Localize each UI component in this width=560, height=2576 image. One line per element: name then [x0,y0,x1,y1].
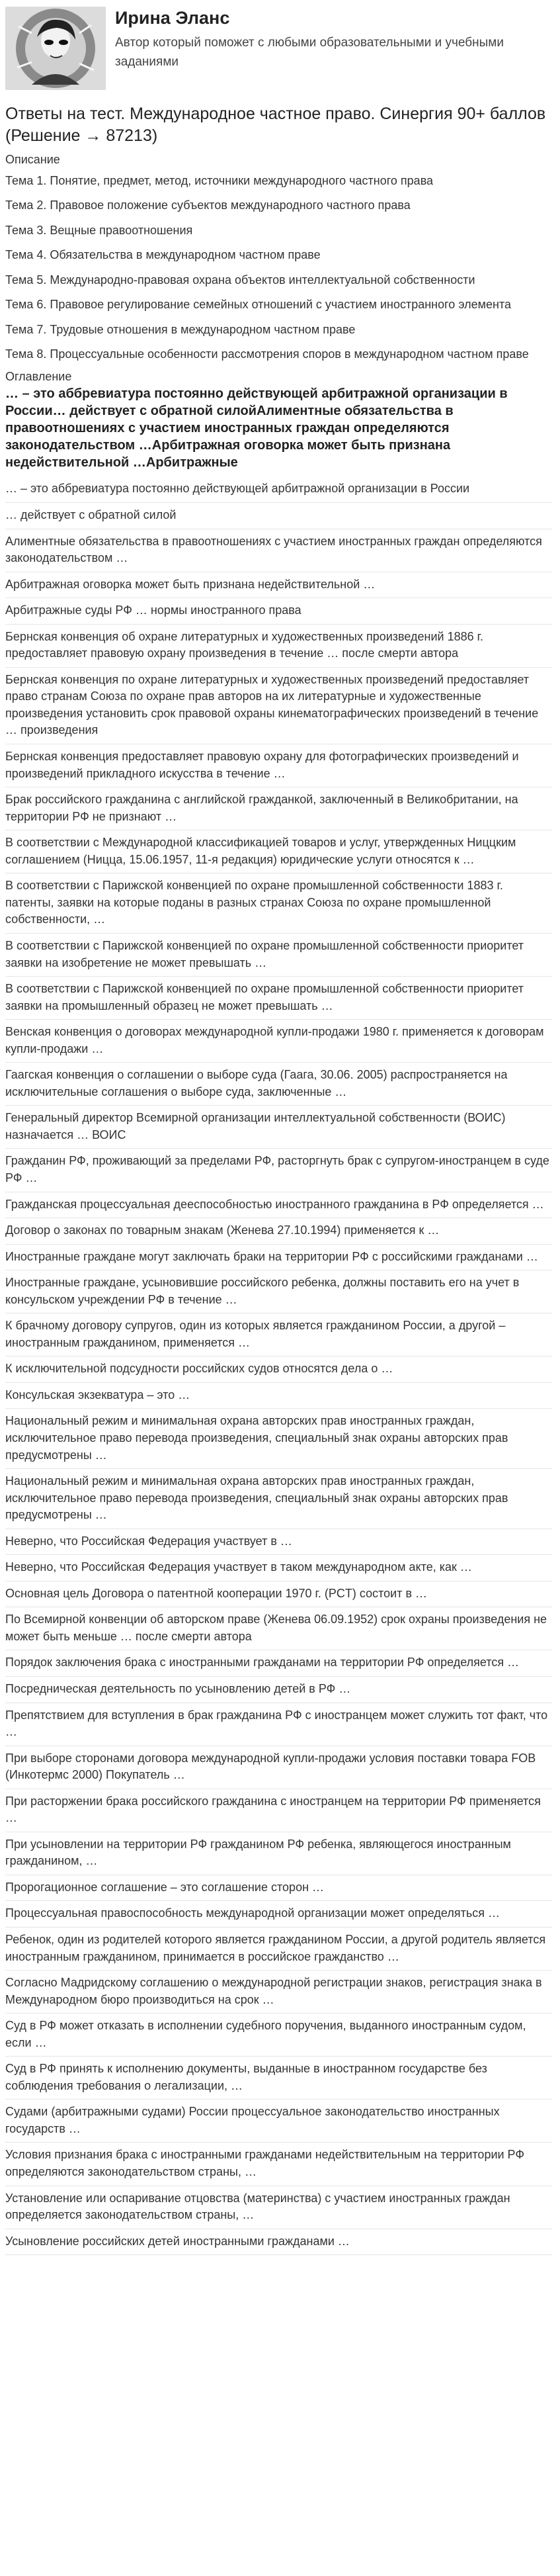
question-item[interactable]: Суд в РФ может отказать в исполнении судебного поручения, выданного иностранным судом, если … [5,2014,552,2057]
question-item[interactable]: Препятствием для вступления в брак гражданина РФ с иностранцем может служить тот факт, что … [5,1703,552,1746]
question-item[interactable]: Национальный режим и минимальная охрана авторских прав иностранных граждан, исключительное право перевода произведения, специальный знак охраны авторских прав предусмотрены … [5,1409,552,1469]
topic-item: Тема 6. Правовое регулирование семейных отношений с участием иностранного элемента [5,298,511,312]
topic-item: Тема 5. Международно-правовая охрана объектов интеллектуальной собственности [5,273,475,287]
question-item[interactable]: Консульская экзекватура – это … [5,1383,552,1409]
question-item[interactable]: Брак российского гражданина с английской гражданкой, заключенный в Великобритании, на территории РФ не признают … [5,787,552,830]
question-item[interactable]: Бернская конвенция по охране литературных и художественных произведений предоставляет право странам Союза по охране прав авторов на их литературные и художественные произведения установить срок правовой охраны кинематографических произведений в течение … произведения [5,668,552,744]
question-item[interactable]: Договор о законах по товарным знакам (Женева 27.10.1994) применяется к … [5,1218,552,1245]
question-item[interactable]: Условия признания брака с иностранными гражданами недействительным на территории РФ определяются законодательством страны, … [5,2143,552,2186]
author-name[interactable]: Ирина Эланс [115,8,230,28]
question-item[interactable]: Гаагская конвенция о соглашении о выборе суда (Гаага, 30.06. 2005) распространяется на исключительные соглашения о выборе суда, заключенные … [5,1063,552,1106]
topic-item: Тема 7. Трудовые отношения в международном частном праве [5,322,356,336]
description-label: Описание [5,153,60,166]
question-item[interactable]: Неверно, что Российская Федерация участвует в таком международном акте, как … [5,1555,552,1581]
question-item[interactable]: Арбитражная оговорка может быть признана недействительной … [5,572,552,599]
question-item[interactable]: Усыновление российских детей иностранными гражданами … [5,2229,552,2256]
toc-lead: … – это аббревиатура постоянно действующей арбитражной организации в России… действует с обратной силойАлиментные обязательства в правоотношениях с участием иностранных граждан определяются законодательством …Арбитражная оговорка может быть признана недействительной …Арбитражные [5,386,508,470]
question-item[interactable]: … – это аббревиатура постоянно действующей арбитражной организации в России [5,476,552,503]
question-item[interactable]: Бернская конвенция предоставляет правовую охрану для фотографических произведений и произведений прикладного искусства в течение … [5,744,552,787]
question-item[interactable]: Национальный режим и минимальная охрана авторских прав иностранных граждан, исключительное право перевода произведения, специальный знак охраны авторских прав предусмотрены … [5,1469,552,1529]
topic-item: Тема 1. Понятие, предмет, метод, источники международного частного права [5,173,434,187]
question-item[interactable]: Венская конвенция о договорах международной купли-продажи 1980 г. применяется к договорам купли-продажи … [5,1020,552,1063]
question-item[interactable]: Суд в РФ принять к исполнению документы, выданные в иностранном государстве без соблюдения требования о легализации, … [5,2057,552,2100]
question-list [5,476,552,2255]
question-item[interactable]: Порядок заключения брака с иностранными гражданами на территории РФ определяется … [5,1650,552,1677]
question-item[interactable]: По Всемирной конвенции об авторском праве (Женева 06.09.1952) срок охраны произведения не может быть меньше … после смерти автора [5,1607,552,1650]
author-description: Автор который поможет с любыми образовательными и учебными заданиями [115,36,504,69]
topic-list [5,169,552,367]
question-item[interactable]: Неверно, что Российская Федерация участвует в … [5,1529,552,1556]
question-item[interactable]: При выборе сторонами договора международной купли-продажи условия поставки товара FOB (Инкотермс 2000) Покупатель … [5,1746,552,1789]
question-item[interactable]: Посредническая деятельность по усыновлению детей в РФ … [5,1677,552,1703]
topic-item: Тема 4. Обязательства в международном частном праве [5,248,321,262]
question-item[interactable]: При расторжении брака российского гражданина с иностранцем на территории РФ применяется … [5,1789,552,1832]
question-item[interactable]: При усыновлении на территории РФ гражданином РФ ребенка, являющегося иностранным гражданином, … [5,1832,552,1875]
question-item[interactable]: Бернская конвенция об охране литературных и художественных произведений 1886 г. предоставляет правовую охрану произведения в течение … после смерти автора [5,625,552,668]
topic-item: Тема 8. Процессуальные особенности рассмотрения споров в международном частном праве [5,347,529,361]
page-title: Ответы на тест. Международное частное право. Синергия 90+ баллов (Решение → 87213) [5,105,546,145]
question-item[interactable]: Иностранные граждане, усыновившие российского ребенка, должны поставить его на учет в консульском учреждении РФ в течение … [5,1270,552,1313]
question-item[interactable]: Судами (арбитражными судами) России процессуальное законодательство иностранных государств … [5,2100,552,2143]
question-item[interactable]: Алиментные обязательства в правоотношениях с участием иностранных граждан определяются законодательством … [5,529,552,572]
question-item[interactable]: В соответствии с Международной классификацией товаров и услуг, утвержденных Ниццким соглашением (Ницца, 15.06.1957, 11-я редакция) юридические услуги относятся к … [5,830,552,873]
question-item[interactable]: Генеральный директор Всемирной организации интеллектуальной собственности (ВОИС) назначается … ВОИС [5,1106,552,1149]
question-item[interactable]: В соответствии с Парижской конвенцией по охране промышленной собственности приоритет заявки на изобретение не может превышать … [5,934,552,977]
question-item[interactable]: Гражданин РФ, проживающий за пределами РФ, расторгнуть брак с супругом-иностранцем в суде РФ … [5,1149,552,1192]
question-item[interactable]: В соответствии с Парижской конвенцией по охране промышленной собственности 1883 г. патенты, заявки на которые поданы в разных странах Союза по охране промышленной собственности, … [5,873,552,934]
toc-label: Оглавление [5,369,72,383]
question-item[interactable]: Ребенок, один из родителей которого является гражданином России, а другой родитель является иностранным гражданином, принимается в российское гражданство … [5,1928,552,1971]
question-item[interactable]: Арбитражные суды РФ … нормы иностранного права [5,598,552,625]
question-item[interactable]: К исключительной подсудности российских судов относятся дела о … [5,1356,552,1383]
question-item[interactable]: Пророгационное соглашение – это соглашение сторон … [5,1875,552,1902]
question-item[interactable]: Основная цель Договора о патентной кооперации 1970 г. (PCT) состоит в … [5,1581,552,1608]
author-avatar[interactable] [5,7,106,90]
author-avatar-icon [5,7,106,90]
question-item[interactable]: … действует с обратной силой [5,503,552,529]
topic-item: Тема 3. Вещные правоотношения [5,223,193,237]
author-card [5,0,552,101]
question-item[interactable]: Гражданская процессуальная дееспособностью иностранного гражданина в РФ определяется … [5,1192,552,1219]
topic-item: Тема 2. Правовое положение субъектов международного частного права [5,199,411,212]
question-item[interactable]: Согласно Мадридскому соглашению о международной регистрации знаков, регистрация знака в Международном бюро производиться на срок … [5,1971,552,2014]
question-item[interactable]: Иностранные граждане могут заключать браки на территории РФ с российскими гражданами … [5,1245,552,1271]
author-info [115,7,552,71]
question-item[interactable]: Процессуальная правоспособность международной организации может определяться … [5,1901,552,1928]
question-item[interactable]: Установление или оспаривание отцовства (материнства) с участием иностранных граждан определяется законодательством страны, … [5,2186,552,2229]
question-item[interactable]: В соответствии с Парижской конвенцией по охране промышленной собственности приоритет заявки на промышленный образец не может превышать … [5,977,552,1020]
question-item[interactable]: К брачному договору супругов, один из которых является гражданином России, а другой – иностранным гражданином, применяется … [5,1313,552,1356]
